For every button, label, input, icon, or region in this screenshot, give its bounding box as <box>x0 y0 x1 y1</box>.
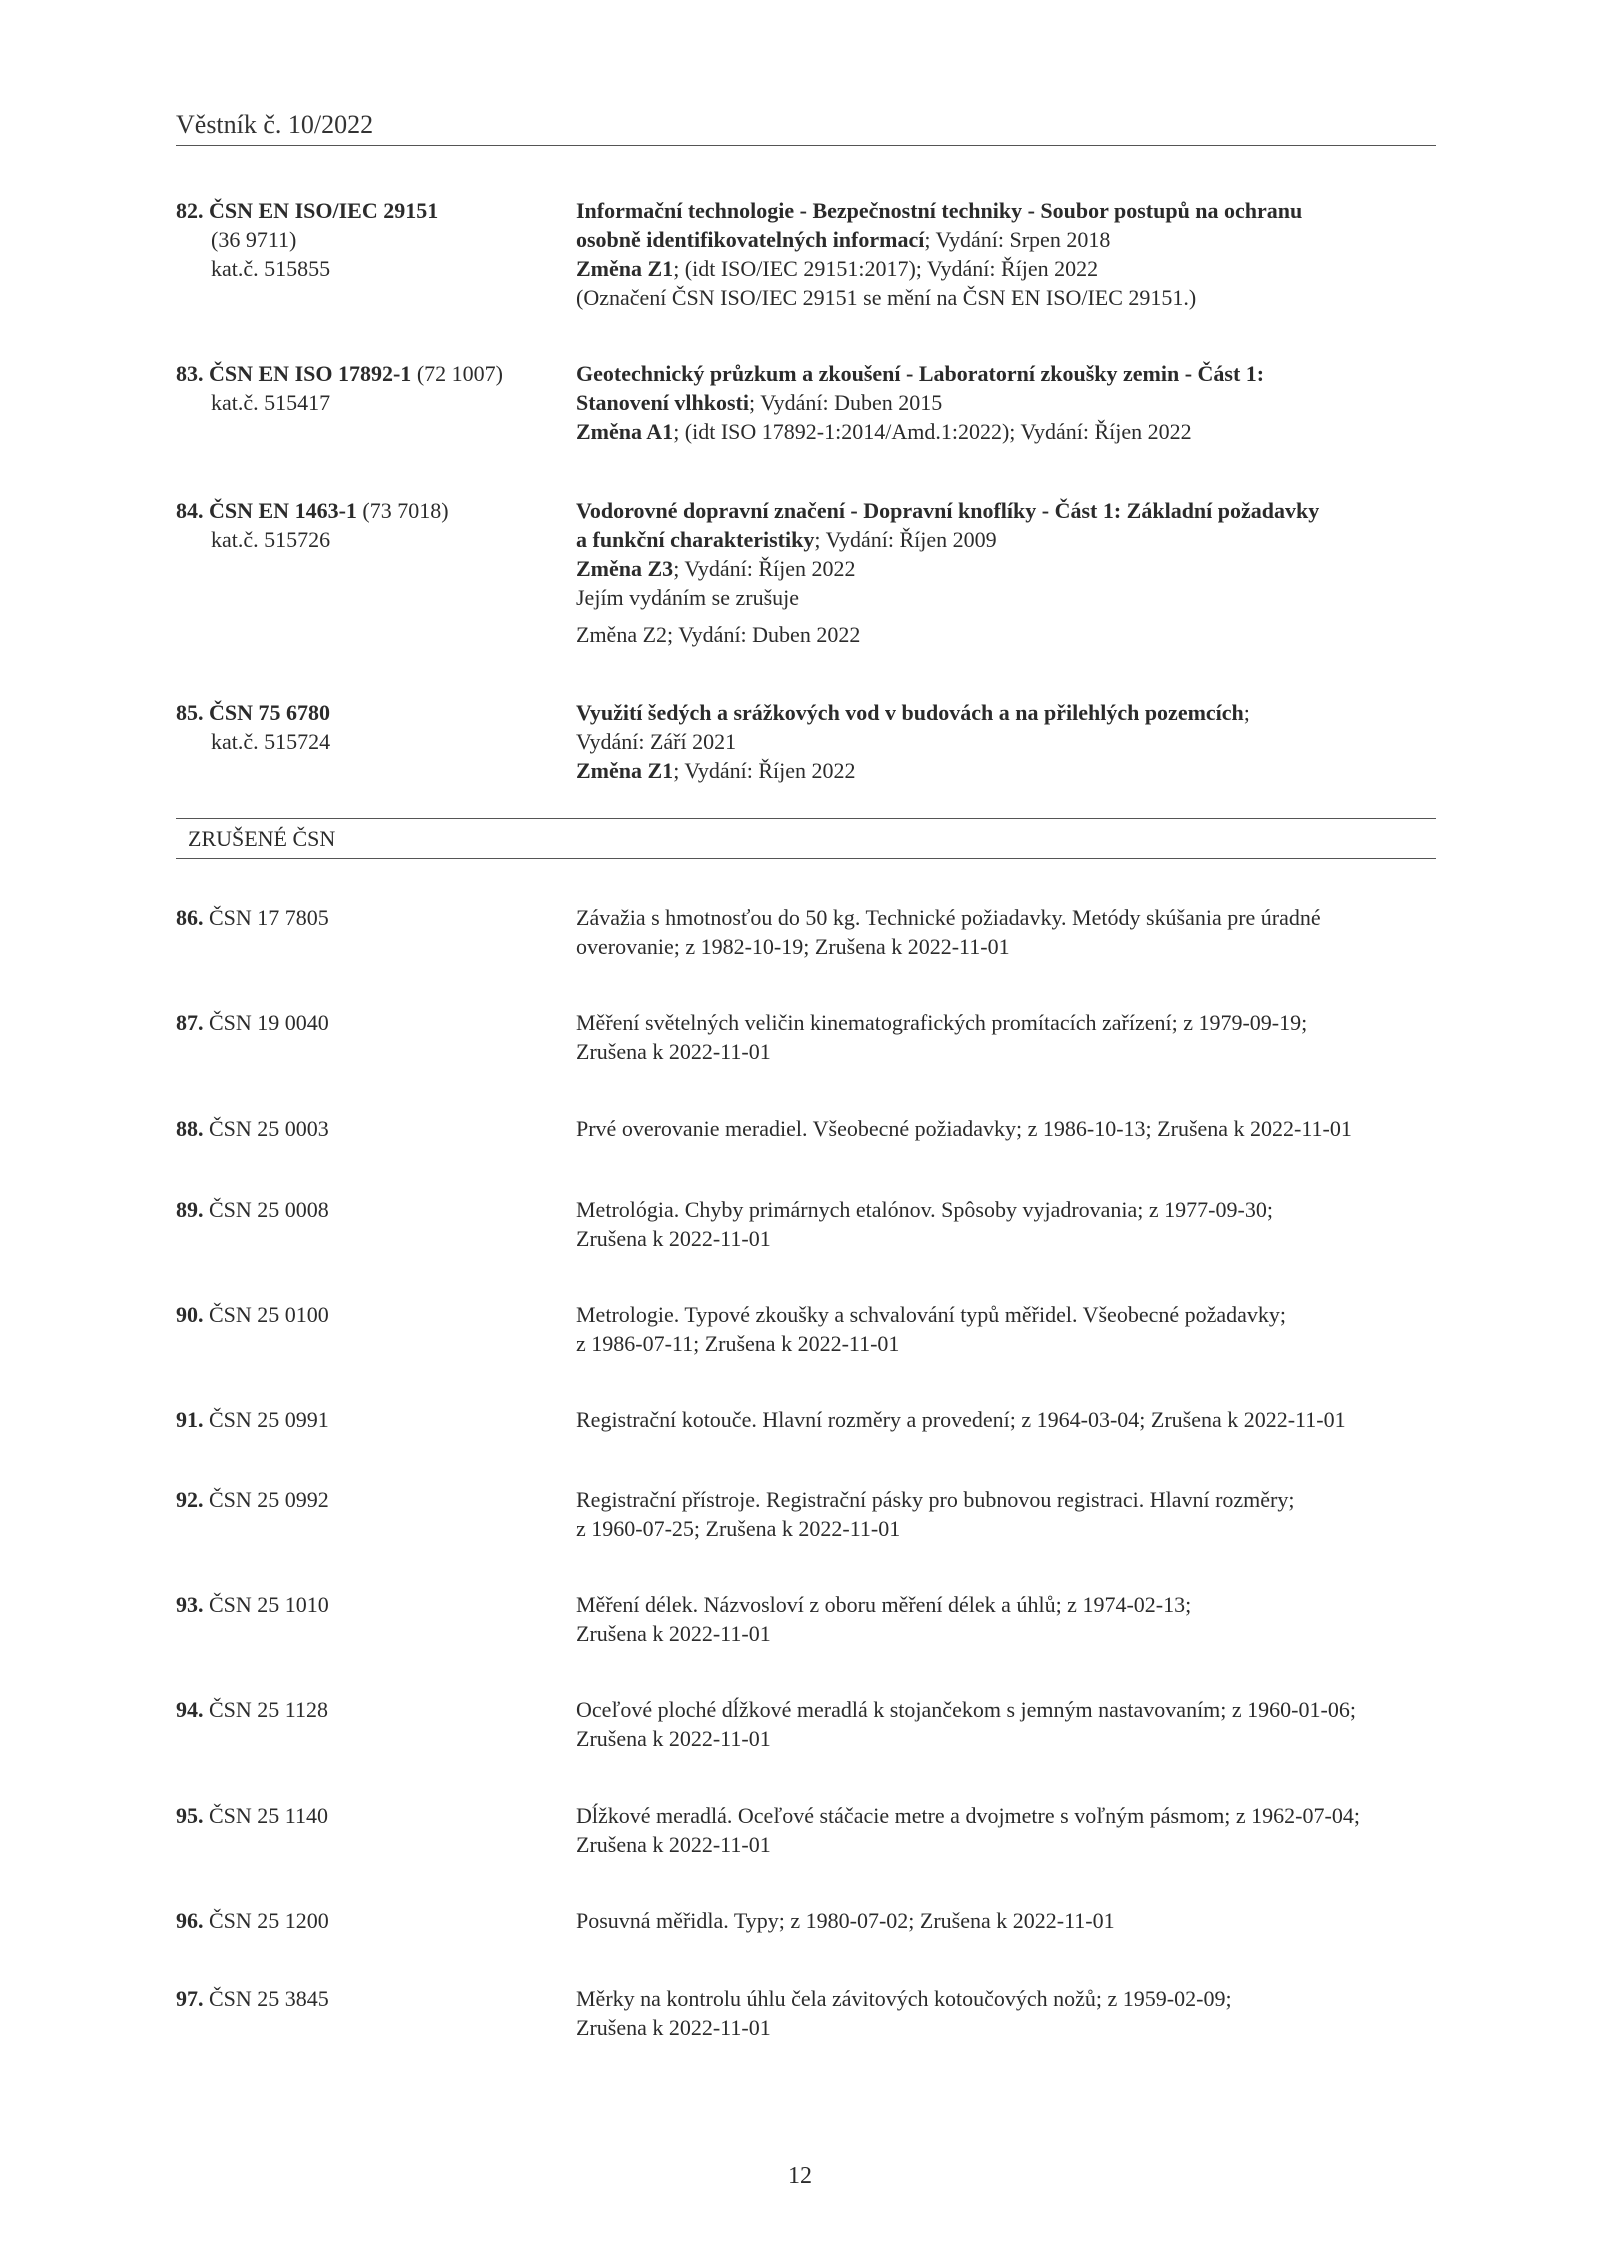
standard-code: ČSN 25 0992 <box>209 1487 329 1512</box>
entry-title: Měrky na kontrolu úhlu čela závitových kotoučových nožů; z 1959-02-09; <box>576 1986 1232 2011</box>
entry-number: 95. <box>176 1803 204 1828</box>
entry-number: 82. <box>176 198 204 223</box>
edition-info: ; Vydání: Srpen 2018 <box>924 227 1111 252</box>
catalog-number: kat.č. 515726 <box>211 527 331 552</box>
title-punct: ; <box>1243 700 1250 725</box>
entry-title: Registrační přístroje. Registrační pásky pro bubnovou registraci. Hlavní rozměry; <box>576 1487 1295 1512</box>
entry-number: 97. <box>176 1986 204 2011</box>
entry-title-cont: z 1986-07-11; Zrušena k 2022-11-01 <box>576 1331 900 1356</box>
change-info: ; Vydání: Říjen 2022 <box>673 556 856 581</box>
entry-number: 85. <box>176 700 204 725</box>
section-rule-top <box>176 818 1436 819</box>
entry-title-cont: Zrušena k 2022-11-01 <box>576 1621 771 1646</box>
entry-title: Registrační kotouče. Hlavní rozměry a provedení; z 1964-03-04; Zrušena k 2022-11-01 <box>576 1407 1346 1432</box>
standard-code: ČSN 75 6780 <box>209 700 331 725</box>
entry-title: Posuvná měřidla. Typy; z 1980-07-02; Zrušena k 2022-11-01 <box>576 1908 1115 1933</box>
change-label: Změna A1 <box>576 419 674 444</box>
entry-number: 91. <box>176 1407 204 1432</box>
entry-number: 88. <box>176 1116 204 1141</box>
change-label: Změna Z3 <box>576 556 674 581</box>
entry-title: Dĺžkové meradlá. Oceľové stáčacie metre a dvojmetre s voľným pásmom; z 1962-07-04; <box>576 1803 1360 1828</box>
entry-title-cont: Zrušena k 2022-11-01 <box>576 1832 771 1857</box>
entry-82-left <box>176 196 566 283</box>
class-code: (72 1007) <box>411 361 503 386</box>
entry-number: 84. <box>176 498 204 523</box>
entry-title: Informační technologie - Bezpečnostní techniky - Soubor postupů na ochranu <box>576 198 1303 223</box>
header-rule <box>176 145 1436 146</box>
entry-83-left <box>176 359 566 417</box>
entry-title: Měření délek. Názvosloví z oboru měření délek a úhlů; z 1974-02-13; <box>576 1592 1192 1617</box>
entry-82-right <box>576 196 1446 312</box>
change-label: Změna Z1 <box>576 758 674 783</box>
entry-title: Vodorovné dopravní značení - Dopravní knoflíky - Část 1: Základní požadavky <box>576 498 1320 523</box>
header-title: Věstník č. 10/2022 <box>176 110 374 139</box>
standard-code: ČSN 17 7805 <box>209 905 329 930</box>
entry-note: Jejím vydáním se zrušuje <box>576 585 800 610</box>
entry-number: 92. <box>176 1487 204 1512</box>
entry-83-right <box>576 359 1446 446</box>
catalog-number: kat.č. 515855 <box>211 256 331 281</box>
catalog-number: kat.č. 515724 <box>211 729 331 754</box>
entry-84-left <box>176 496 566 554</box>
class-code: (73 7018) <box>356 498 449 523</box>
entry-number: 89. <box>176 1197 204 1222</box>
edition-info: ; Vydání: Duben 2015 <box>749 390 943 415</box>
change-info: ; (idt ISO 17892-1:2014/Amd.1:2022); Vydání: Říjen 2022 <box>673 419 1192 444</box>
change-info: ; Vydání: Říjen 2022 <box>673 758 856 783</box>
standard-code: ČSN 19 0040 <box>209 1010 329 1035</box>
page-number: 12 <box>788 2163 812 2189</box>
entry-title-cont: z 1960-07-25; Zrušena k 2022-11-01 <box>576 1516 901 1541</box>
standard-code: ČSN 25 1200 <box>209 1908 329 1933</box>
entry-title: Měření světelných veličin kinematografických promítacích zařízení; z 1979-09-19; <box>576 1010 1308 1035</box>
entry-number: 90. <box>176 1302 204 1327</box>
standard-code: ČSN 25 0991 <box>209 1407 329 1432</box>
entry-title-cont: a funkční charakteristiky <box>576 527 815 552</box>
entry-title-cont: Zrušena k 2022-11-01 <box>576 1039 771 1064</box>
entry-number: 94. <box>176 1697 204 1722</box>
entry-number: 93. <box>176 1592 204 1617</box>
standard-code: ČSN 25 0003 <box>209 1116 329 1141</box>
entry-title-cont: Stanovení vlhkosti <box>576 390 749 415</box>
entry-85-right <box>576 698 1446 785</box>
edition-info: Vydání: Září 2021 <box>576 729 737 754</box>
standard-code: ČSN 25 1010 <box>209 1592 329 1617</box>
standard-code: ČSN 25 0100 <box>209 1302 329 1327</box>
entry-note-cancelled-change: Změna Z2; Vydání: Duben 2022 <box>576 622 861 647</box>
entry-title-cont: Zrušena k 2022-11-01 <box>576 1726 771 1751</box>
edition-info: ; Vydání: Říjen 2009 <box>814 527 997 552</box>
standard-code: ČSN 25 1140 <box>209 1803 328 1828</box>
entry-number: 87. <box>176 1010 204 1035</box>
entry-title: Závažia s hmotnosťou do 50 kg. Technické požiadavky. Metódy skúšania pre úradné <box>576 905 1321 930</box>
entry-title: Oceľové ploché dĺžkové meradlá k stojančekom s jemným nastavovaním; z 1960-01-06; <box>576 1697 1356 1722</box>
section-title: ZRUŠENÉ ČSN <box>188 826 336 851</box>
entry-title: Využití šedých a srážkových vod v budovách a na přilehlých pozemcích <box>576 700 1244 725</box>
catalog-number: kat.č. 515417 <box>211 390 331 415</box>
change-label: Změna Z1 <box>576 256 674 281</box>
entry-84-right <box>576 496 1446 649</box>
entry-85-left <box>176 698 566 756</box>
standard-code: ČSN EN ISO/IEC 29151 <box>209 198 439 223</box>
entry-number: 83. <box>176 361 204 386</box>
entry-title: Geotechnický průzkum a zkoušení - Laboratorní zkoušky zemin - Část 1: <box>576 361 1265 386</box>
change-info: ; (idt ISO/IEC 29151:2017); Vydání: Říjen 2022 <box>673 256 1099 281</box>
entry-title-cont: Zrušena k 2022-11-01 <box>576 1226 771 1251</box>
entry-number: 86. <box>176 905 204 930</box>
standard-code: ČSN EN ISO 17892-1 <box>209 361 412 386</box>
class-code: (36 9711) <box>211 227 297 252</box>
entry-title: Prvé overovanie meradiel. Všeobecné požiadavky; z 1986-10-13; Zrušena k 2022-11-01 <box>576 1116 1352 1141</box>
entry-note: (Označení ČSN ISO/IEC 29151 se mění na ČSN EN ISO/IEC 29151.) <box>576 285 1197 310</box>
entry-title-cont: Zrušena k 2022-11-01 <box>576 2015 771 2040</box>
standard-code: ČSN 25 3845 <box>209 1986 329 2011</box>
standard-code: ČSN 25 1128 <box>209 1697 328 1722</box>
standard-code: ČSN 25 0008 <box>209 1197 329 1222</box>
entry-title-cont: osobně identifikovatelných informací <box>576 227 925 252</box>
standard-code: ČSN EN 1463-1 <box>209 498 357 523</box>
entry-title: Metrológia. Chyby primárnych etalónov. Spôsoby vyjadrovania; z 1977-09-30; <box>576 1197 1273 1222</box>
entry-number: 96. <box>176 1908 204 1933</box>
section-rule-bottom <box>176 858 1436 859</box>
entry-title-cont: overovanie; z 1982-10-19; Zrušena k 2022-11-01 <box>576 934 1010 959</box>
entry-title: Metrologie. Typové zkoušky a schvalování typů měřidel. Všeobecné požadavky; <box>576 1302 1287 1327</box>
